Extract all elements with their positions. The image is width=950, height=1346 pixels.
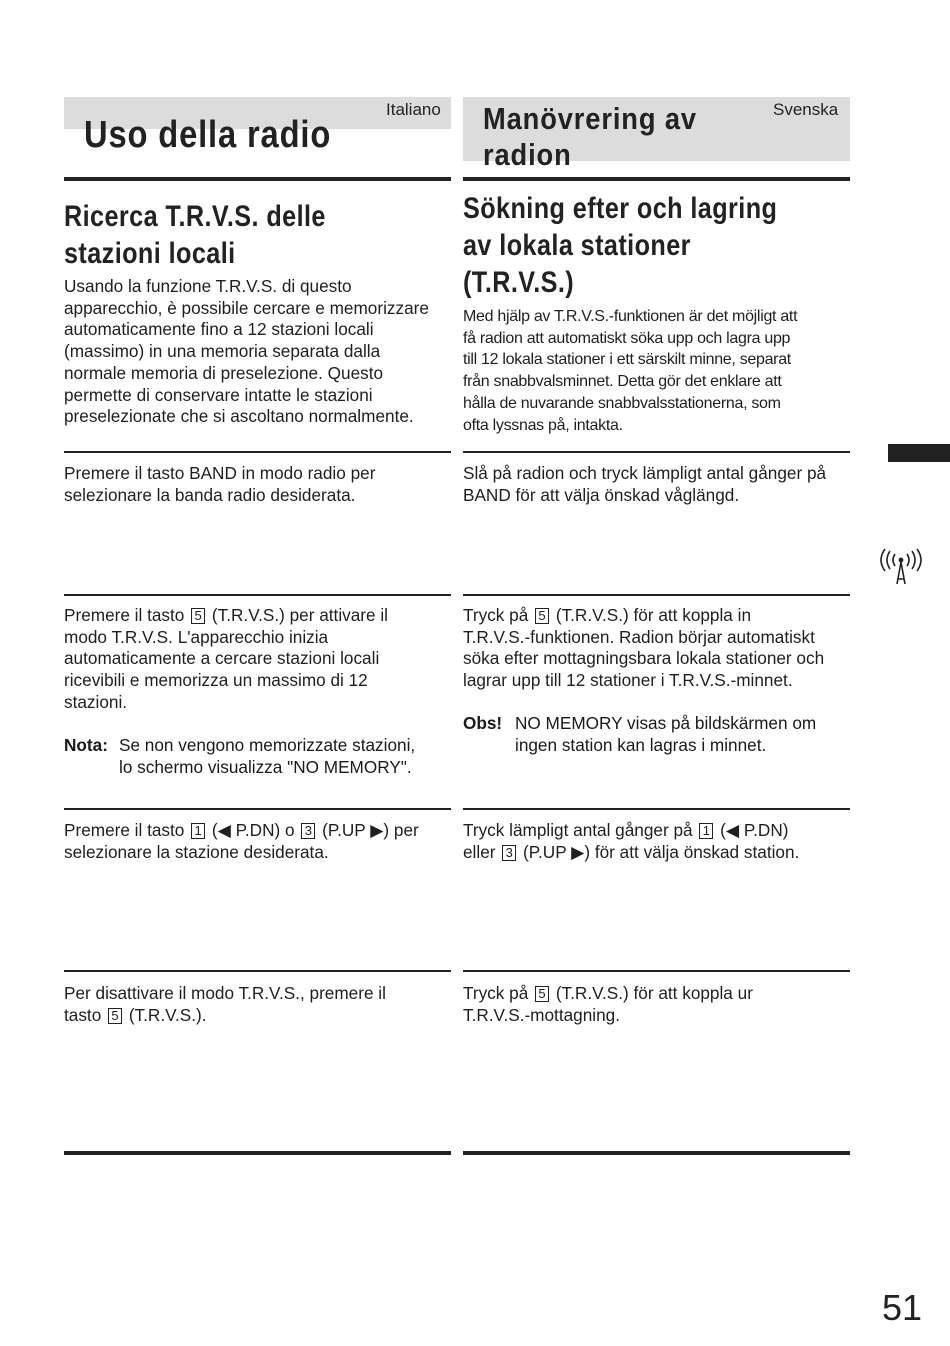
key-5-label: 5 [191,608,205,624]
swedish-section-title-line1: Sökning efter och lagring [463,192,778,225]
step-line [64,605,456,627]
step-line [463,842,855,864]
key-3-label: 3 [301,823,315,839]
step-line: BAND för att välja önskad våglängd. [463,484,740,505]
intro-line: från snabbvalsminnet. Detta gör det enklare att [463,373,782,391]
italian-intro [64,276,456,428]
chapter-tab-marker [888,444,950,462]
intro-line: apparecchio, è possibile cercare e memorizzare [64,297,429,318]
step-line: Premere il tasto BAND in modo radio per [64,463,376,483]
divider [64,1151,451,1155]
swedish-step3 [463,820,855,863]
step-text: (T.R.V.S.) för att koppla ur [555,983,753,1003]
intro-line: (massimo) in una memoria separata dalla [64,341,381,362]
language-label-italian: Italiano [386,100,441,119]
swedish-intro [463,306,855,436]
divider [463,451,850,453]
italian-section-title [64,198,326,272]
intro-line: Med hjälp av T.R.V.S.-funktionen är det möjligt att [463,308,798,325]
divider [64,808,451,810]
step-line: automaticamente a cercare stazioni locali [64,648,380,669]
radio-antenna-icon [878,548,924,588]
divider [463,594,850,596]
key-5-label: 5 [108,1008,122,1024]
swedish-note [463,713,855,757]
intro-line: hålla de nuvarande snabbvalsstationerna, som [463,394,781,412]
italian-note [64,735,456,779]
step-text: (◀ P.DN) [720,820,789,840]
intro-line: Usando la funzione T.R.V.S. di questo [64,276,352,296]
italian-step3 [64,820,456,863]
step-text: (T.R.V.S.). [128,1004,207,1025]
key-1-label: 1 [699,823,713,839]
step-line: T.R.V.S.-funktionen. Radion börjar automatiskt [463,626,815,647]
note-line: Se non vengono memorizzate stazioni, [119,735,416,755]
language-label-swedish: Svenska [773,100,839,119]
step-line: selezionare la banda radio desiderata. [64,484,356,505]
step-line: stazioni. [64,691,128,712]
swedish-main-title-line1: Manövrering av [483,101,697,136]
step-line: selezionare la stazione desiderata. [64,841,329,862]
intro-line: permette di conservare intatte le stazioni [64,384,373,405]
step-text: Tryck på [463,605,529,625]
note-text [119,735,415,778]
key-1-label: 1 [191,823,205,839]
swedish-main-title-line2: radion [483,137,572,172]
step-text: (P.UP ▶) för att välja önskad station. [523,841,800,862]
step-line: lagrar upp till 12 stationer i T.R.V.S.-minnet. [463,670,793,691]
divider [64,177,451,181]
step-line [64,820,456,842]
page-number: 51 [882,1287,923,1328]
key-5-label: 5 [535,608,549,624]
step-line: Per disattivare il modo T.R.V.S., premere il [64,983,386,1003]
step-text: Tryck lämpligt antal gånger på [463,820,693,840]
step-text: tasto [64,1004,102,1025]
step-line [64,1005,456,1027]
intro-line: till 12 lokala stationer i ett särskilt minne, separat [463,351,791,369]
key-5-label: 5 [535,986,549,1002]
note-line: NO MEMORY visas på bildskärmen om [515,713,817,733]
key-3-label: 3 [502,845,516,861]
divider [64,970,451,972]
swedish-step4 [463,983,855,1026]
step-text: (◀ P.DN) o [211,820,295,840]
step-line: ricevibili e memorizza un massimo di 12 [64,670,368,691]
divider [64,451,451,453]
note-line: ingen station kan lagras i minnet. [515,734,767,755]
swedish-step2 [463,605,855,692]
swedish-main-title [483,101,697,173]
step-line: söka efter mottagningsbara lokala stationer och [463,648,825,669]
step-text: Tryck på [463,983,529,1003]
divider [463,808,850,810]
divider [64,594,451,596]
step-line: T.R.V.S.-mottagning. [463,1004,620,1025]
note-label: Obs! [463,713,503,733]
intro-line: normale memoria di preselezione. Questo [64,362,384,383]
step-text: (T.R.V.S.) per attivare il [211,605,388,625]
step-text: eller [463,841,496,862]
intro-line: ofta lyssnas på, intakta. [463,416,623,434]
note-line: lo schermo visualizza "NO MEMORY". [119,756,412,777]
italian-section-title-line1: Ricerca T.R.V.S. delle [64,200,326,233]
intro-line: få radion att automatiskt söka upp och lagra upp [463,329,791,347]
intro-line: automaticamente fino a 12 stazioni locali [64,319,374,340]
note-text [515,713,816,756]
italian-step1 [64,463,456,506]
italian-section-title-line2: stazioni locali [64,237,236,270]
italian-main-title: Uso della radio [84,114,332,156]
divider [463,177,850,181]
step-text: Premere il tasto [64,605,185,625]
swedish-section-title-line2: av lokala stationer [463,229,691,262]
note-label: Nota: [64,735,108,755]
intro-line: preselezionate che si ascoltano normalmente. [64,406,414,427]
italian-step4 [64,983,456,1026]
step-line [463,820,855,842]
step-text: (T.R.V.S.) för att koppla in [555,605,752,625]
step-line [463,983,855,1005]
step-text: Premere il tasto [64,820,185,840]
divider [463,1151,850,1155]
step-line: Slå på radion och tryck lämpligt antal gånger på [463,463,827,483]
divider [463,970,850,972]
step-line [463,605,855,627]
swedish-step1 [463,463,855,506]
step-line: modo T.R.V.S. L'apparecchio inizia [64,626,329,647]
swedish-section-title-line3: (T.R.V.S.) [463,266,575,299]
swedish-section-title [463,190,777,301]
step-text: (P.UP ▶) per [322,820,419,840]
italian-step2 [64,605,456,714]
